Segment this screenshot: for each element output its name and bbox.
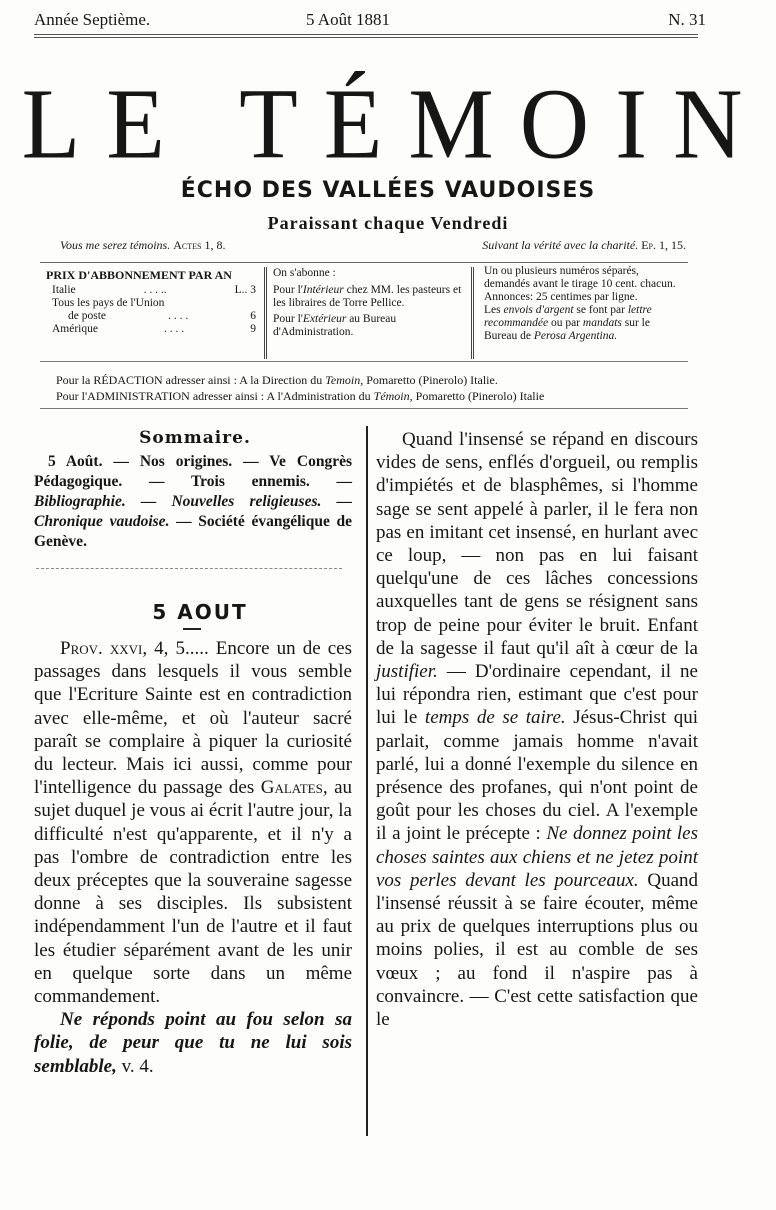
subscription-title: PRIX D'ABBONNEMENT PAR AN bbox=[46, 268, 232, 282]
info-italic: mandats bbox=[582, 317, 622, 329]
sommaire-part: 5 Août. — Nos origines. — Ve Congrès Pédagogique. — Trois ennemis. — bbox=[34, 453, 352, 490]
article-smallcaps: Galates bbox=[260, 777, 323, 799]
price-value: L.. 3 bbox=[234, 284, 256, 296]
sommaire-text bbox=[34, 452, 352, 552]
motto-right-ref: Ep. 1, 15. bbox=[641, 238, 686, 252]
info-numeros: Un ou plusieurs numéros séparés, demandés avant le tirage 10 cent. chacun. bbox=[484, 265, 676, 290]
article-text: Jésus-Christ qui parlait, comme jamais homme n'avait parlé, lui a donné l'exemple du silence en présence des profanes, qui n'ont point de goût pour les choses du ciel. A l'exemple il a joint le précepte : bbox=[376, 707, 698, 845]
motto-right bbox=[482, 238, 686, 253]
price-value: 6 bbox=[250, 310, 256, 322]
abonne-heading: On s'abonne : bbox=[273, 267, 336, 279]
subscription-info bbox=[484, 265, 686, 343]
price-dots: . . . . bbox=[164, 323, 185, 335]
issue-header bbox=[34, 10, 706, 32]
info-italic: lettre recommandée bbox=[484, 304, 652, 329]
subscription-prices bbox=[46, 269, 256, 336]
article-italic: justifier. bbox=[376, 661, 438, 683]
address-text: Pour l'ADMINISTRATION adresser ainsi : A l'Administration du bbox=[56, 389, 374, 403]
sommaire-title: Sommaire. bbox=[139, 428, 251, 448]
article-right-column bbox=[376, 428, 698, 1031]
motto-left-text: Vous me serez témoins. bbox=[60, 238, 171, 252]
sommaire-part: — Société évangélique de Genève. bbox=[34, 513, 353, 550]
price-row bbox=[46, 310, 256, 323]
motto-right-text: Suivant la vérité avec la charité. bbox=[482, 238, 639, 252]
subscription-box bbox=[40, 262, 688, 362]
abonne-italic: Intérieur bbox=[302, 284, 344, 296]
price-value: 9 bbox=[250, 323, 256, 335]
article-text: Quand l'insensé réussit à se faire écouter, même au prix de quelques interruptions plus ou moins polies, il est au comble de ses vœux ; au fond il n'aspire pas à convaincre. — C'est cette satisfaction que le bbox=[376, 869, 698, 1031]
article-text: , au sujet duquel je vous ai écrit l'autre jour, la difficulté n'est qu'apparente, et il n'y a pas l'ombre de contradiction entre les deux préceptes que la souveraine sagesse donne à ses disciples. Ils subsistent indépendamment l'un de l'autre et il faut les étudier séparément avant de les unir en quelque sorte dans un même commandement. bbox=[34, 777, 353, 1008]
price-dots: . . . . bbox=[168, 310, 189, 322]
issue-number: N. 31 bbox=[668, 10, 706, 29]
article-paragraph bbox=[34, 637, 352, 1008]
abonne-interieur bbox=[273, 284, 465, 310]
abonne-text: Pour l' bbox=[273, 284, 303, 296]
sommaire-separator bbox=[36, 568, 342, 569]
article-italic: Ne donnez point les choses saintes aux chiens et ne jetez point vos perles devant les pourceaux. bbox=[376, 823, 698, 891]
subscription-where bbox=[264, 267, 474, 359]
abonne-exterieur bbox=[273, 313, 465, 339]
address-text: Pour la RÉDACTION adresser ainsi : A la Direction du bbox=[56, 373, 326, 387]
address-text: , Pomaretto (Pinerolo) Italie bbox=[409, 389, 545, 403]
abonne-text: au Bureau d'Administration. bbox=[273, 313, 397, 338]
abonne-text: chez MM. les pasteurs et les libraires de Torre Pellice. bbox=[273, 284, 462, 309]
article-paragraph bbox=[34, 1008, 352, 1078]
mottos bbox=[60, 238, 686, 253]
price-label: Italie bbox=[52, 284, 76, 296]
address-italic: Témoin bbox=[373, 389, 410, 403]
bible-reference: Prov. xxvi, 4, 5..... bbox=[60, 638, 209, 659]
info-envois bbox=[484, 304, 686, 343]
price-dots: . . . .. bbox=[143, 284, 167, 296]
article-italic: temps de se taire. bbox=[424, 707, 566, 729]
abonne-text: Pour l' bbox=[273, 313, 303, 325]
article-text: Encore un de ces passages dans lesquels il vous semble que l'Ecriture Sainte est en contradiction avec elle-même, et où l'auteur sacré paraît se complaire à piquer la curiosité du lecteur. Mais ici aussi, comme pour l'intelligence du passage des bbox=[34, 638, 352, 799]
info-annonces: Annonces: 25 centimes par ligne. bbox=[484, 291, 638, 303]
info-italic: envois d'argent bbox=[503, 304, 574, 316]
sommaire-italic: Bibliographie. — Nouvelles religieuses. — Chronique vaudoise. bbox=[34, 493, 352, 530]
info-text: se font par bbox=[573, 304, 628, 316]
address-text: , Pomaretto (Pinerolo) Italie. bbox=[360, 373, 498, 387]
header-rule bbox=[34, 34, 698, 35]
motto-left bbox=[60, 238, 225, 252]
heading-dash bbox=[183, 628, 201, 630]
price-row bbox=[46, 297, 256, 310]
price-row bbox=[46, 323, 256, 336]
issue-year: Année Septième. bbox=[34, 10, 151, 29]
info-text: ou par bbox=[548, 317, 583, 329]
newspaper-title: LE TÉMOIN bbox=[21, 67, 769, 180]
address-box bbox=[40, 372, 688, 409]
article-text: — D'ordinaire cependant, il ne lui répondra rien, estimant que c'est pour lui le bbox=[376, 661, 698, 729]
article-quote: Ne réponds point au fou selon sa folie, de peur que tu ne lui sois semblable, bbox=[34, 1009, 352, 1077]
price-label: Tous les pays de l'Union bbox=[52, 297, 165, 309]
newspaper-subtitle: ÉCHO DES VALLÉES VAUDOISES bbox=[180, 178, 596, 203]
price-row bbox=[46, 284, 256, 297]
price-label: Amérique bbox=[52, 323, 98, 335]
issue-date: 5 Août 1881 bbox=[306, 10, 391, 29]
article-text: v. 4. bbox=[116, 1055, 154, 1077]
article-left-column bbox=[34, 637, 352, 1078]
column-divider bbox=[366, 426, 368, 1136]
info-text: Les bbox=[484, 304, 504, 316]
abonne-italic: Extérieur bbox=[302, 313, 347, 325]
article-heading: 5 AOUT bbox=[152, 600, 248, 624]
info-italic: Perosa Argentina. bbox=[533, 330, 618, 342]
motto-left-ref: Actes 1, 8. bbox=[173, 238, 226, 252]
redaction-address bbox=[56, 372, 688, 388]
administration-address bbox=[56, 388, 688, 404]
price-label: de poste bbox=[68, 310, 107, 322]
article-text: Quand l'insensé se répand en discours vides de sens, enflés d'orgueil, ou remplis d'impiétés et de blasphêmes, si l'homme sage se sent appelé à parler, il le fera non pas en imitant cet insensé, en hurlant avec ce loup, — non pas en lui faisant quelqu'une de ces lâches concessions auxquelles tant de gens se résignent sans trop de peine pour éviter le bruit. Enfant de la sagesse il faut qu'il aît à cœur de la bbox=[376, 429, 698, 659]
header-rule-2 bbox=[34, 37, 698, 38]
info-text: sur le Bureau de bbox=[484, 317, 650, 342]
address-italic: Temoin bbox=[325, 373, 361, 387]
article-paragraph bbox=[376, 428, 698, 1031]
publication-frequency: Paraissant chaque Vendredi bbox=[267, 213, 509, 233]
